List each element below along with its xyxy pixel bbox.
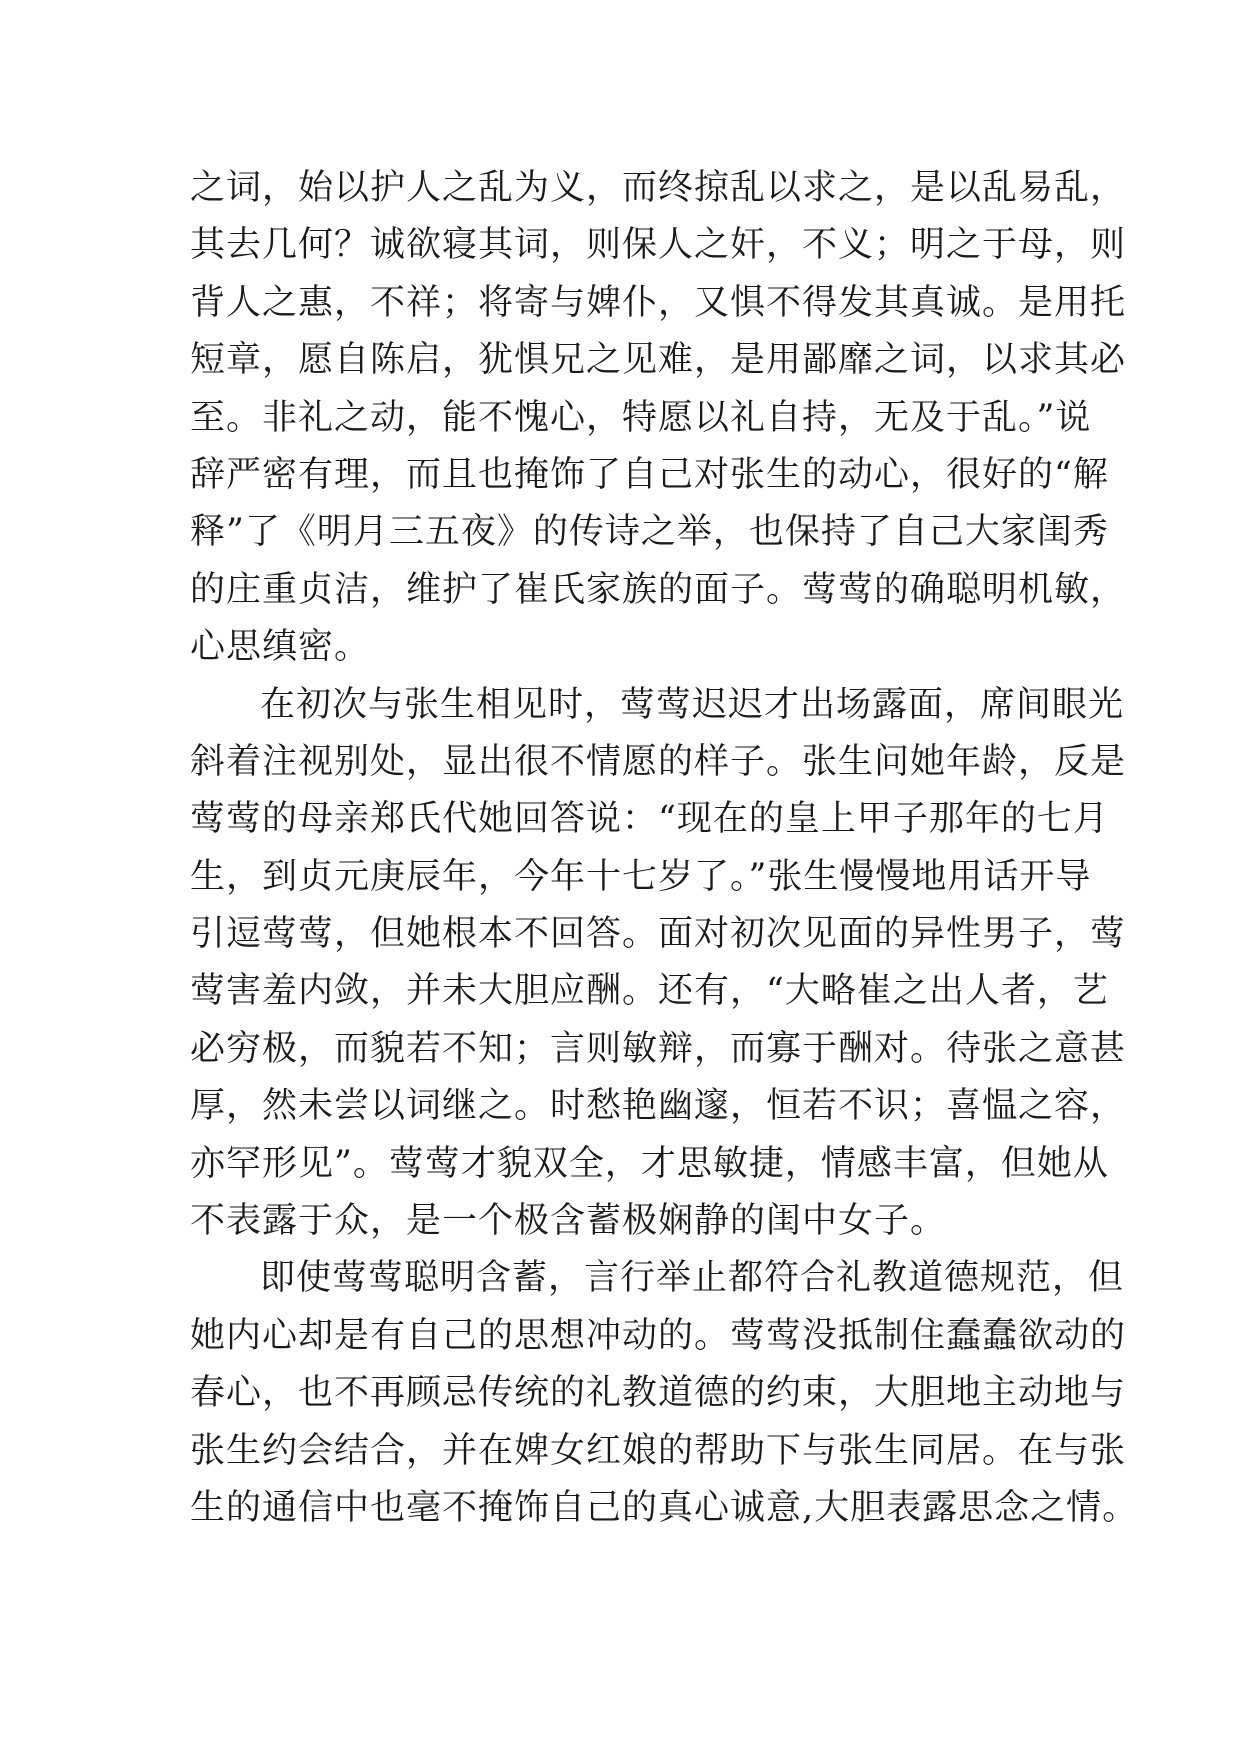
text-line: 斜着注视别处，显出很不情愿的样子。张生问她年龄，反是 — [190, 741, 1127, 782]
text-line: 生的通信中也毫不掩饰自己的真心诚意,大胆表露思念之情。 — [190, 1487, 1139, 1528]
text-line: 的庄重贞洁，维护了崔氏家族的面子。莺莺的确聪明机敏， — [190, 569, 1127, 610]
text-line: 生，到贞元庚辰年，今年十七岁了。”张生慢慢地用话开导 — [190, 856, 1092, 897]
text-line: 她内心却是有自己的思想冲动的。莺莺没抵制住蠢蠢欲动的 — [190, 1315, 1127, 1356]
text-line: 即使莺莺聪明含蓄，言行举止都符合礼教道德规范，但 — [260, 1258, 1125, 1299]
text-line: 莺害羞内敛，并未大胆应酬。还有，“大略崔之出人者，艺 — [190, 971, 1109, 1012]
paragraph-1 — [190, 160, 1127, 677]
text-line: 释”了《明月三五夜》的传诗之举，也保持了自己大家闺秀 — [190, 512, 1109, 553]
text-line: 不表露于众，是一个极含蓄极娴静的闺中女子。 — [190, 1201, 947, 1242]
text-line: 短章，愿自陈启，犹惧兄之见难，是用鄙靡之词，以求其必 — [190, 340, 1127, 381]
text-line: 之词，始以护人之乱为义，而终掠乱以求之，是以乱易乱， — [190, 168, 1127, 208]
text-line: 亦罕形见”。莺莺才貌双全，才思敏捷，情感丰富，但她从 — [190, 1143, 1109, 1184]
text-line: 张生约会结合，并在婢女红娘的帮助下与张生同居。在与张 — [190, 1430, 1127, 1471]
text-line: 心思缜密。 — [190, 627, 371, 668]
paragraph-3 — [190, 1250, 1139, 1537]
text-line: 在初次与张生相见时，莺莺迟迟才出场露面，席间眼光 — [260, 684, 1125, 725]
text-line: 其去几何？诚欲寝其词，则保人之奸，不义；明之于母，则 — [190, 225, 1127, 266]
text-line: 至。非礼之动，能不愧心，特愿以礼自持，无及于乱。”说 — [190, 397, 1092, 438]
text-line: 春心，也不再顾忌传统的礼教道德的约束，大胆地主动地与 — [190, 1373, 1127, 1414]
text-line: 引逗莺莺，但她根本不回答。面对初次见面的异性男子，莺 — [190, 914, 1127, 955]
text-line: 背人之惠，不祥；将寄与婢仆，又惧不得发其真诚。是用托 — [190, 282, 1127, 323]
paragraph-2 — [190, 677, 1127, 1251]
text-line: 辞严密有理，而且也掩饰了自己对张生的动心，很好的“解 — [190, 454, 1109, 495]
document-body — [190, 160, 1139, 1537]
text-line: 莺莺的母亲郑氏代她回答说：“现在的皇上甲子那年的七月 — [190, 799, 1109, 840]
text-line: 必穷极，而貌若不知；言则敏辩，而寡于酬对。待张之意甚 — [190, 1028, 1127, 1069]
text-line: 厚，然未尝以词继之。时愁艳幽邃，恒若不识；喜愠之容， — [190, 1086, 1127, 1127]
